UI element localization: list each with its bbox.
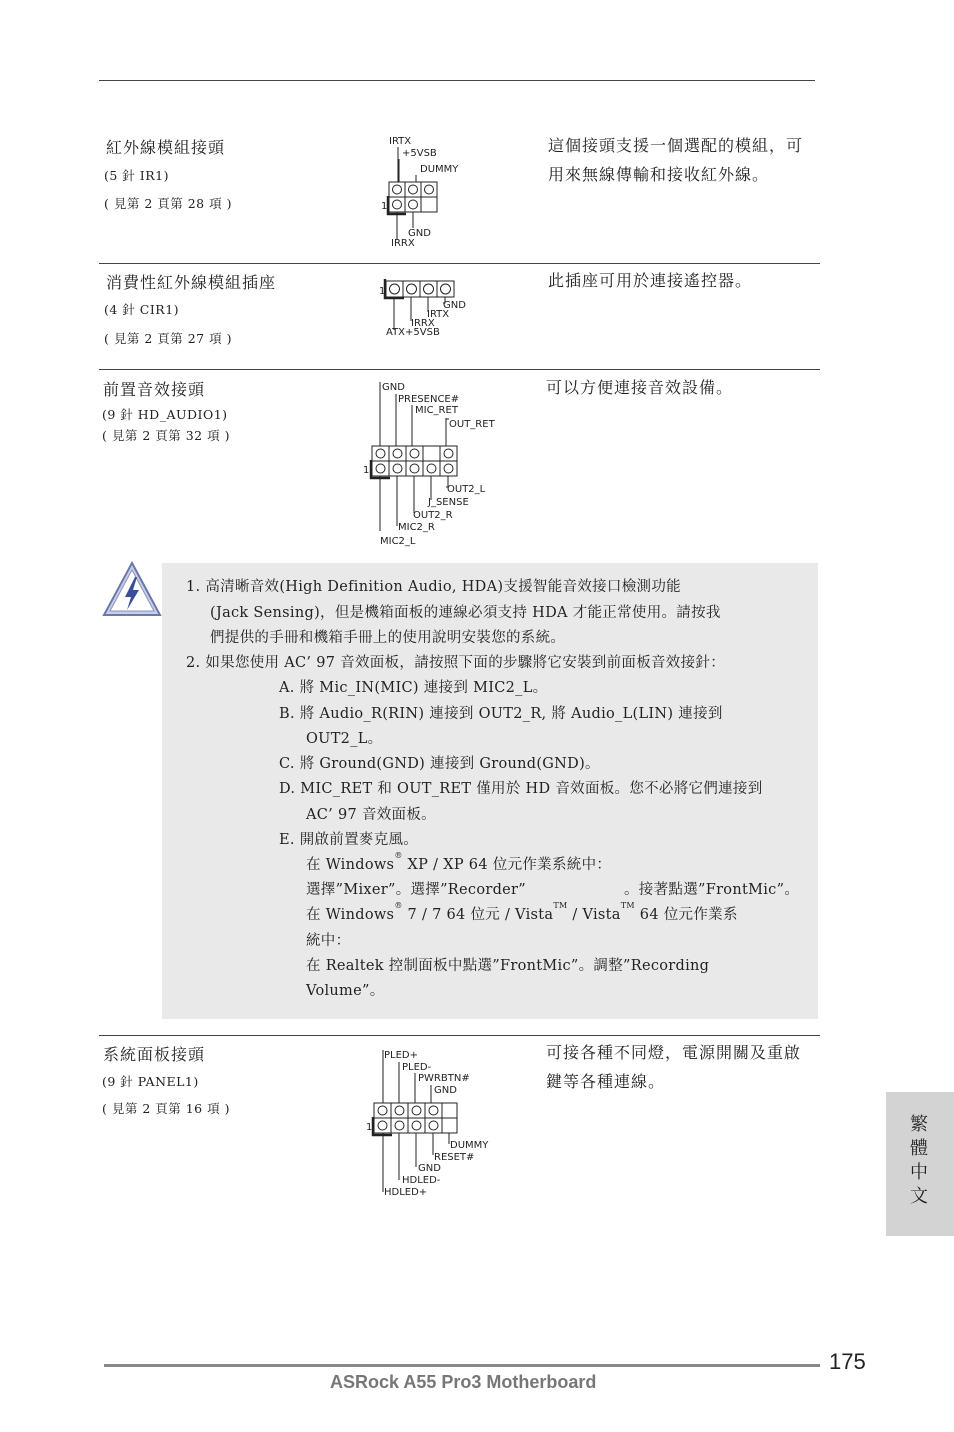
note-step-e4: 統中： bbox=[306, 933, 351, 949]
audio-jsense-label: J_SENSE bbox=[428, 497, 469, 508]
warning-icon bbox=[101, 560, 163, 620]
footer-title: ASRock A55 Pro3 Motherboard bbox=[330, 1372, 597, 1392]
ir-header-ref: ( 見第 2 頁第 28 項 ) bbox=[104, 196, 232, 211]
panel-header-pins: (9 針 PANEL1) bbox=[102, 1074, 199, 1089]
note-step-e1: 在 Windows® XP / XP 64 位元作業系統中： bbox=[306, 851, 612, 873]
ir-dummy-label: DUMMY bbox=[420, 164, 459, 175]
language-side-tab: 繁體中文 bbox=[886, 1092, 954, 1236]
cir-irrx-label: IRRX bbox=[411, 318, 435, 329]
panel-header-diagram bbox=[362, 1044, 502, 1199]
ir-irtx-label: IRTX bbox=[389, 136, 412, 147]
section-rule-3 bbox=[99, 1035, 820, 1036]
ir-gnd-label: GND bbox=[408, 228, 431, 239]
note-line-4: 2. 如果您使用 AC’ 97 音效面板，請按照下面的步驟將它安裝到前面板音效接針： bbox=[186, 655, 725, 671]
section-rule-2 bbox=[99, 369, 820, 370]
cir-header-description: 此插座可用於連接遙控器。 bbox=[548, 271, 753, 290]
panel-pin1-label: 1 bbox=[366, 1122, 373, 1133]
page-number: 175 bbox=[829, 1349, 866, 1374]
ir-header-diagram bbox=[375, 132, 475, 252]
panel-pledp-label: PLED+ bbox=[384, 1050, 418, 1061]
panel-reset-label: RESET# bbox=[434, 1152, 475, 1163]
audio-micret-label: MIC_RET bbox=[415, 405, 458, 416]
audio-pin1-label: 1 bbox=[363, 465, 370, 476]
panel-pledm-label: PLED- bbox=[402, 1062, 432, 1073]
audio-header-description: 可以方便連接音效設備。 bbox=[546, 378, 734, 397]
note-line-2: (Jack Sensing)，但是機箱面板的連線必須支持 HDA 才能正常使用。請按我 bbox=[210, 605, 721, 621]
audio-header-pins: (9 針 HD_AUDIO1) bbox=[102, 407, 228, 422]
audio-header-ref: ( 見第 2 頁第 32 項 ) bbox=[102, 428, 230, 443]
panel-header-ref: ( 見第 2 頁第 16 項 ) bbox=[102, 1101, 230, 1116]
note-step-e5: 在 Realtek 控制面板中點選”FrontMic”。調整”Recording bbox=[306, 958, 710, 974]
cir-header-diagram bbox=[375, 275, 485, 340]
cir-pin1-label: 1 bbox=[379, 286, 386, 297]
audio-out2r-label: OUT2_R bbox=[413, 510, 453, 521]
cir-irtx-label: IRTX bbox=[427, 309, 450, 320]
ir-header-pins: (5 針 IR1) bbox=[104, 168, 169, 183]
note-line-3: 們提供的手冊和機箱手冊上的使用說明安裝您的系統。 bbox=[210, 630, 566, 646]
top-rule bbox=[99, 80, 815, 81]
section-rule-1 bbox=[99, 263, 820, 264]
note-step-c: C. 將 Ground(GND) 連接到 Ground(GND)。 bbox=[279, 756, 600, 772]
note-step-d1: D. MIC_RET 和 OUT_RET 僅用於 HD 音效面板。您不必將它們連接到 bbox=[279, 781, 763, 797]
audio-mic2r-label: MIC2_R bbox=[398, 522, 435, 533]
note-step-e3: 在 Windows® 7 / 7 64 位元 / Vista™ / Vista™ 64 位元作業系 bbox=[306, 901, 738, 923]
cir-gnd-label: GND bbox=[443, 300, 466, 311]
panel-hdledm-label: HDLED- bbox=[402, 1175, 441, 1186]
note-step-e6: Volume”。 bbox=[306, 983, 385, 999]
ir-pin1-label: 1 bbox=[381, 201, 388, 212]
panel-gnd2-label: GND bbox=[418, 1163, 441, 1174]
cir-header-ref: ( 見第 2 頁第 27 項 ) bbox=[104, 331, 232, 346]
cir-header-pins: (4 針 CIR1) bbox=[104, 302, 180, 317]
panel-hdledp-label: HDLED+ bbox=[384, 1187, 428, 1198]
ir-irrx-label: IRRX bbox=[391, 238, 415, 249]
panel-dummy-label: DUMMY bbox=[450, 1140, 489, 1151]
audio-header-title: 前置音效接頭 bbox=[103, 380, 206, 399]
cir-header-title: 消費性紅外線模組插座 bbox=[106, 273, 277, 292]
cir-atx-label: ATX+5VSB bbox=[386, 327, 440, 338]
audio-presence-label: PRESENCE# bbox=[398, 394, 460, 405]
audio-mic2l-label: MIC2_L bbox=[380, 536, 416, 547]
audio-outret-label: OUT_RET bbox=[449, 419, 495, 430]
panel-gnd1-label: GND bbox=[434, 1085, 457, 1096]
panel-pwrbtn-label: PWRBTN# bbox=[418, 1073, 470, 1084]
audio-gnd-label: GND bbox=[382, 382, 405, 393]
footer-rule bbox=[104, 1364, 820, 1367]
panel-header-title: 系統面板接頭 bbox=[103, 1045, 206, 1064]
note-step-b1: B. 將 Audio_R(RIN) 連接到 OUT2_R, 將 Audio_L(LIN) 連接到 bbox=[279, 706, 723, 722]
note-step-e2b: 。接著點選”FrontMic”。 bbox=[624, 882, 800, 898]
ir-5vsb-label: +5VSB bbox=[402, 148, 437, 159]
note-step-e: E. 開啟前置麥克風。 bbox=[279, 832, 419, 848]
note-step-a: A. 將 Mic_IN(MIC) 連接到 MIC2_L。 bbox=[279, 680, 548, 696]
audio-header-diagram bbox=[360, 376, 500, 548]
note-line-1: 1. 高清晰音效(High Definition Audio, HDA)支援智能音效接口檢測功能 bbox=[186, 579, 681, 595]
note-step-d2: AC’ 97 音效面板。 bbox=[306, 807, 436, 823]
audio-out2l-label: OUT2_L bbox=[447, 484, 486, 495]
ir-header-title: 紅外線模組接頭 bbox=[106, 138, 226, 157]
note-step-b2: OUT2_L。 bbox=[306, 731, 383, 747]
note-step-e2a: 選擇”Mixer”。選擇”Recorder” bbox=[306, 882, 526, 898]
panel-header-description: 可接各種不同燈，電源開關及重啟鍵等各種連線。 bbox=[546, 1043, 802, 1091]
ir-header-description: 這個接頭支援一個選配的模組，可用來無線傳輸和接收紅外線。 bbox=[548, 136, 804, 184]
